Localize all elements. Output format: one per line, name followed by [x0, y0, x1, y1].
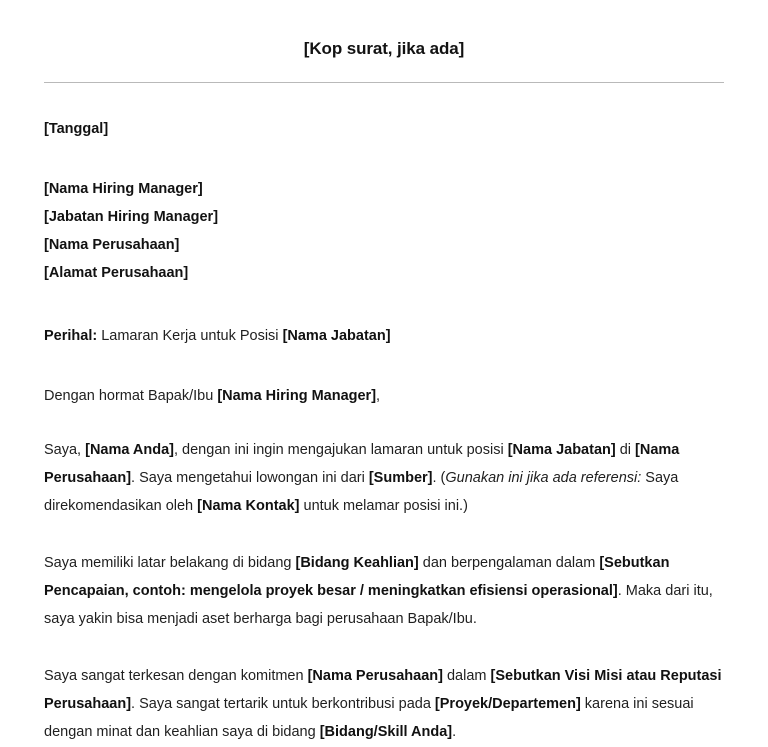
p2-expertise: [Bidang Keahlian] [295, 554, 419, 571]
p1-s5: . ( [432, 469, 446, 486]
p1-contact-name: [Nama Kontak] [197, 497, 300, 514]
p1-referral-note: Gunakan ini jika ada referensi: [445, 469, 642, 486]
body-paragraph-3 [44, 663, 724, 747]
date-placeholder: [Tanggal] [44, 121, 109, 138]
p1-s2: , dengan ini ingin mengajukan lamaran untuk posisi [174, 441, 508, 458]
p1-s6: Saya direkomendasikan oleh [44, 469, 679, 514]
recipient-company-address: [Alamat Perusahaan] [44, 264, 189, 281]
p1-source: [Sumber] [368, 469, 433, 486]
p2-s3: . Maka dari itu, saya yakin bisa menjadi aset berharga bagi perusahaan Bapak/Ibu. [44, 582, 713, 627]
p1-s1: Saya, [44, 441, 86, 458]
p1-applicant-name: [Nama Anda] [85, 441, 174, 458]
p2-s2: dan berpengalaman dalam [418, 554, 600, 571]
p3-s3: . Saya sangat tertarik untuk berkontribusi pada [131, 695, 435, 712]
salutation-comma: , [376, 387, 381, 404]
recipient-company-name: [Nama Perusahaan] [44, 236, 180, 253]
p3-s2: dalam [442, 667, 491, 684]
header-divider [44, 82, 724, 83]
p3-s5: . [452, 723, 457, 740]
p1-company: [Nama Perusahaan] [44, 441, 680, 486]
p1-position: [Nama Jabatan] [507, 441, 616, 458]
subject-position: [Nama Jabatan] [282, 328, 391, 345]
p3-vision-mission: [Sebutkan Visi Misi atau Reputasi Perusahaan] [44, 667, 722, 712]
p3-skill: [Bidang/Skill Anda] [319, 723, 453, 740]
subject-label: Perihal: [44, 328, 98, 345]
p3-s1: Saya sangat terkesan dengan komitmen [44, 667, 308, 684]
p3-s4: karena ini sesuai dengan minat dan keahlian saya di bidang [44, 695, 694, 740]
p3-project-department: [Proyek/Departemen] [434, 695, 581, 712]
subject-line [44, 325, 724, 348]
p2-achievement: [Sebutkan Pencapaian, contoh: mengelola proyek besar / meningkatkan efisiensi operasional] [44, 554, 670, 599]
letterhead-title: [Kop surat, jika ada] [303, 39, 465, 58]
salutation-line [44, 385, 724, 408]
body-paragraph-1 [44, 437, 724, 521]
recipient-manager-title: [Jabatan Hiring Manager] [44, 208, 219, 225]
recipient-manager-name: [Nama Hiring Manager] [44, 181, 203, 198]
p1-s7: untuk melamar posisi ini.) [299, 497, 468, 514]
salutation-text: Dengan hormat Bapak/Ibu [44, 387, 218, 404]
p3-company: [Nama Perusahaan] [307, 667, 443, 684]
subject-text: Lamaran Kerja untuk Posisi [97, 328, 283, 345]
p2-s1: Saya memiliki latar belakang di bidang [44, 554, 296, 571]
p1-s4: . Saya mengetahui lowongan ini dari [131, 469, 369, 486]
salutation-manager-name: [Nama Hiring Manager] [217, 387, 377, 404]
p1-s3: di [615, 441, 636, 458]
recipient-block [44, 176, 724, 287]
body-paragraph-2 [44, 550, 724, 634]
